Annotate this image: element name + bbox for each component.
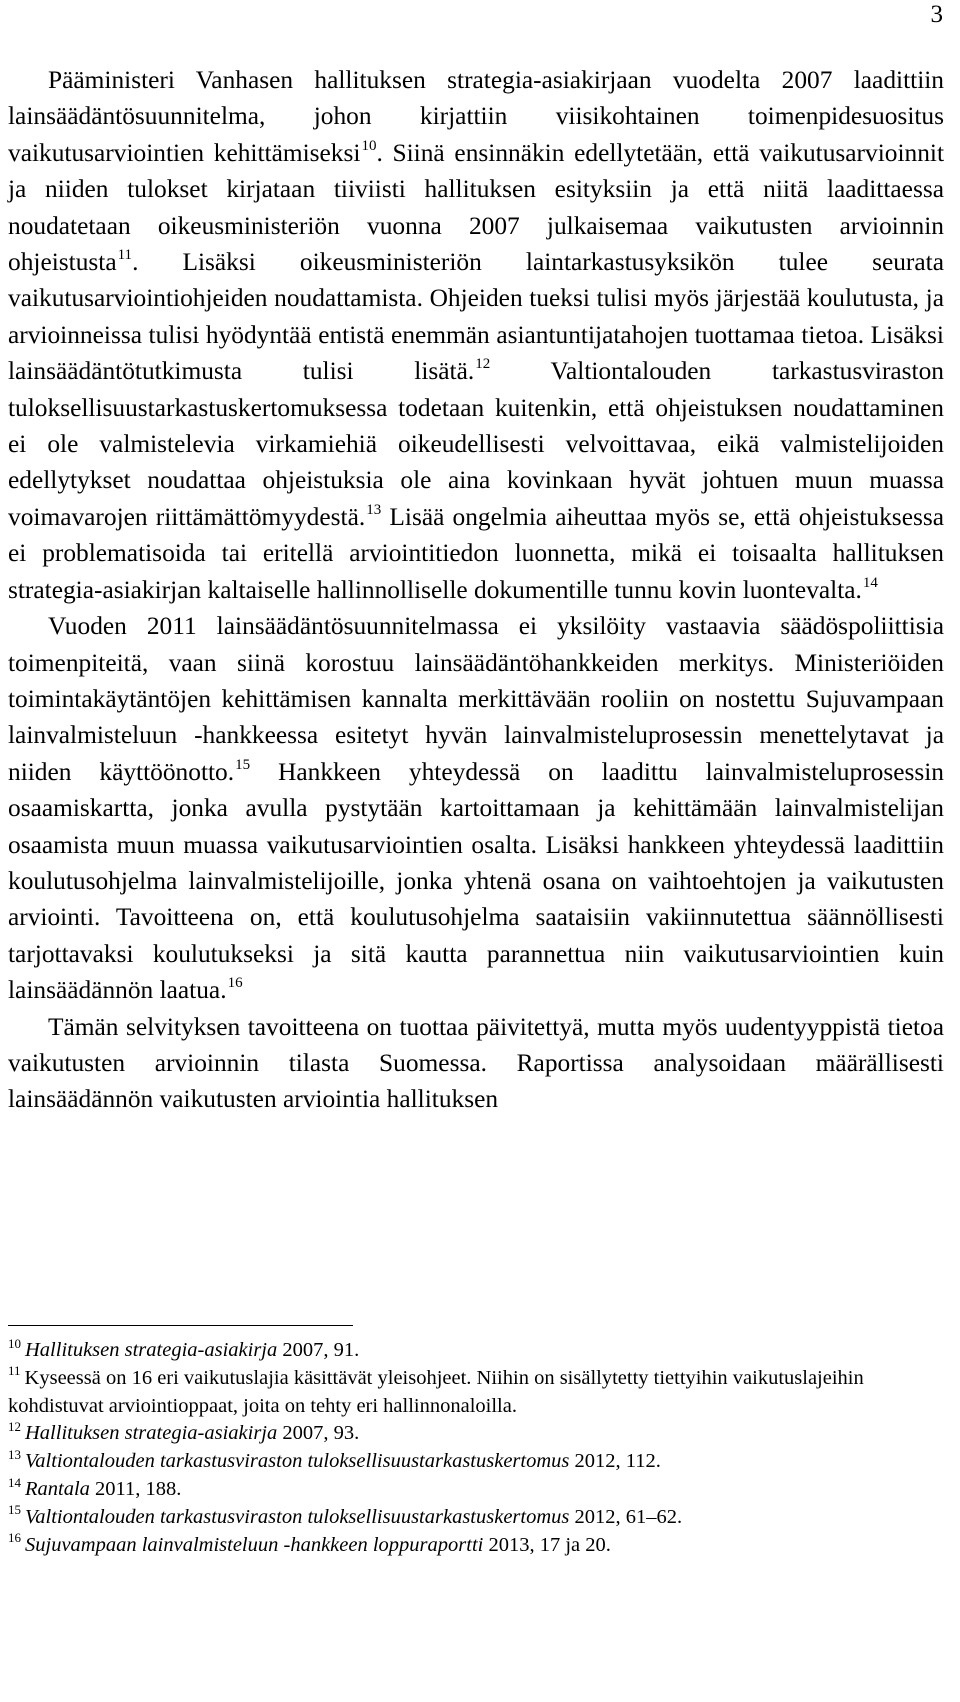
citation-title: Hallituksen strategia-asiakirja: [25, 1339, 278, 1361]
footnotes: [8, 1337, 944, 1559]
footnote-reference: 15: [235, 756, 251, 773]
footnote: [8, 1504, 944, 1532]
footnote-separator: [8, 1325, 353, 1326]
footnote: [8, 1476, 944, 1504]
text-run: 2011, 188.: [89, 1477, 182, 1500]
footnote-number: 11: [8, 1363, 21, 1379]
text-run: Vuoden 2011 lainsäädäntösuunnitelmassa ei yksilöity vastaavia säädöspoliittisia toimenpiteitä, vaan siinä korostuu lainsäädäntöhankkeiden merkitys. Ministeriöiden toimintakäytäntöjen kehittämisen kannalta merkittävään rooliin on nostettu Sujuvampaan lainvalmisteluun -hankkeessa esitetyt hyvän lainvalmisteluprosessin menettelytavat ja niiden käyttöönotto.: [8, 612, 944, 786]
text-run: 2013, 17 ja 20.: [483, 1533, 611, 1556]
text-run: Tämän selvityksen tavoitteena on tuottaa päivitettyä, mutta myös uudentyyppistä tietoa vaikutusten arvioinnin tilasta Suomessa. Raportissa analysoidaan määrällisesti lainsäädännön vaikutusten arviointia hallituksen: [8, 1012, 944, 1114]
footnote-reference: 13: [366, 502, 382, 519]
footnote-reference: 11: [117, 247, 133, 264]
footnote-reference: 16: [227, 975, 243, 992]
text-run: Kyseessä on 16 eri vaikutuslajia käsittävät yleisohjeet. Niihin on sisällytetty tiettyihin vaikutuslajeihin kohdistuvat arviointioppaat, joita on tehty eri hallinnonaloilla.: [8, 1366, 864, 1417]
citation-title: Valtiontalouden tarkastusviraston tuloksellisuustarkastuskertomus: [25, 1450, 570, 1473]
text-run: Valtiontalouden tarkastusviraston tuloksellisuustarkastuskertomuksessa todetaan kuitenkin, että ohjeistuksen noudattaminen ei ole valmistelevia virkamiehiä oikeudellisesti velvoittavaa, eikä valmistelijoiden edellytykset noudattaa ohjeistuksia ole aina kovinkaan hyvät johtuen muun muassa voimavarojen riittämättömyydestä.: [8, 357, 944, 531]
text-run: 2007, 91.: [277, 1339, 360, 1361]
footnote: [8, 1448, 944, 1476]
text-run: Lisää ongelmia aiheuttaa myös se, että ohjeistuksessa ei problematisoida tai eritellä arviointitiedon luonnetta, mikä ei toisaalta hallituksen strategia-asiakirjan kaltaiselle hallinnolliselle dokumentille tunnu kovin luontevalta.: [8, 502, 944, 604]
footnote-reference: 14: [862, 574, 878, 591]
footnote: [8, 1365, 944, 1421]
citation-title: Sujuvampaan lainvalmisteluun -hankkeen loppuraportti: [25, 1533, 484, 1556]
paragraph: [8, 62, 944, 608]
text-run: 2007, 93.: [277, 1422, 360, 1445]
document-page: [8, 0, 945, 1702]
footnote: [8, 1532, 944, 1560]
footnote-number: 16: [8, 1530, 21, 1546]
footnote-number: 13: [8, 1446, 21, 1462]
footnote-number: 12: [8, 1418, 21, 1434]
text-run: 2012, 61–62.: [569, 1505, 683, 1528]
citation-title: Valtiontalouden tarkastusviraston tuloksellisuustarkastuskertomus: [25, 1505, 570, 1528]
body-text: [8, 62, 944, 1118]
footnote-number: 15: [8, 1502, 21, 1518]
text-run: Hankkeen yhteydessä on laadittu lainvalmisteluprosessin osaamiskartta, jonka avulla pystytään kartoittamaan ja kehittämään lainvalmistelijan osaamista muun muassa vaikutusarviointien osalta. Lisäksi hankkeen yhteydessä laadittiin koulutusohjelma lainvalmistelijoille, jonka yhtenä osana on vaihtoehtojen ja vaikutusten arviointi. Tavoitteena on, että koulutusohjelma saataisiin vakiinnutettua säännöllisesti tarjottavaksi koulutukseksi ja sitä kautta parannettua niin vaikutusarviointien kuin lainsäädännön laatua.: [8, 757, 945, 1005]
footnote: [8, 1337, 944, 1365]
text-run: . Lisäksi oikeusministeriön laintarkastusyksikön tulee seurata vaikutusarviointiohjeiden noudattamista. Ohjeiden tueksi tulisi myös järjestää koulutusta, ja arvioinneissa tulisi hyödyntää entistä enemmän asiantuntijatahojen tuottamaa tietoa. Lisäksi lainsäädäntötutkimusta tulisi lisätä.: [8, 248, 944, 386]
footnote-reference: 10: [361, 138, 377, 155]
page-number: 3: [930, 1, 943, 28]
footnote-number: 14: [8, 1474, 21, 1490]
footnote-reference: 12: [475, 356, 491, 373]
paragraph: [8, 608, 944, 1008]
text-run: Pääministeri Vanhasen hallituksen strategia-asiakirjaan vuodelta 2007 laadittiin lainsäädäntösuunnitelma, johon kirjattiin viisikohtainen toimenpidesuositus vaikutusarviointien kehittämiseksi: [8, 66, 944, 167]
text-run: . Siinä ensinnäkin edellytetään, että vaikutusarvioinnit ja niiden tulokset kirjataan tiiviisti hallituksen esityksiin ja että niitä laadittaessa noudatetaan oikeusministeriön vuonna 2007 julkaisemaa vaikutusten arvioinnin ohjeistusta: [8, 138, 944, 277]
citation-title: Rantala: [25, 1477, 90, 1500]
footnote-number: 10: [8, 1335, 21, 1351]
citation-title: Hallituksen strategia-asiakirja: [25, 1422, 278, 1445]
text-run: 2012, 112.: [569, 1450, 661, 1473]
paragraph: [8, 1009, 944, 1118]
footnote: [8, 1420, 944, 1448]
